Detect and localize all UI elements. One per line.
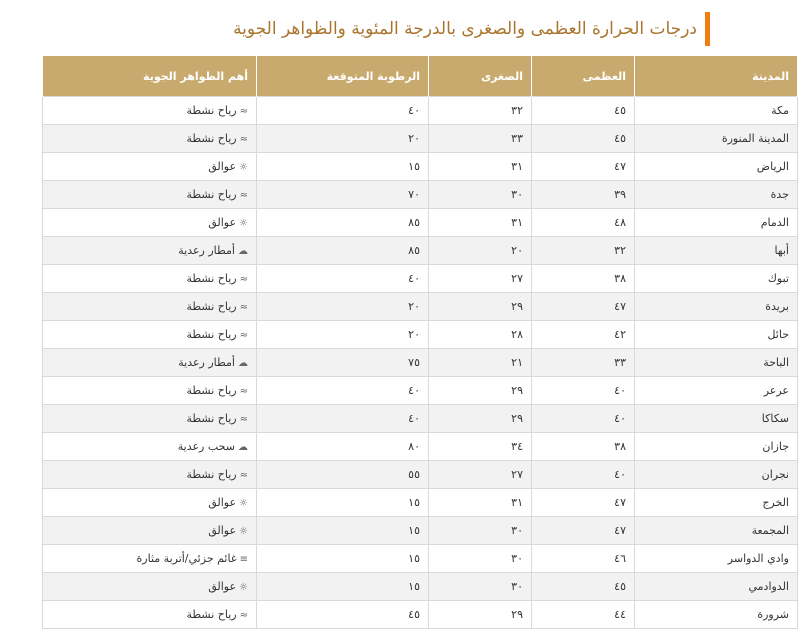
header-phenomena: أهم الظواهر الجوية [43, 56, 257, 97]
wind-icon: ≈ [239, 106, 248, 117]
cell-humidity: ٢٠ [257, 125, 429, 153]
phenomenon-label: غائم جزئي/أتربة مثارة [136, 552, 237, 565]
table-row [43, 405, 798, 433]
section-header [233, 12, 710, 46]
phenomenon-label: رياح نشطة [186, 384, 237, 397]
wind-icon: ≈ [239, 274, 248, 285]
cell-humidity: ٧٠ [257, 181, 429, 209]
cell-min: ٢٩ [429, 601, 532, 629]
cell-city: وادي الدواسر [635, 545, 798, 573]
cell-humidity: ٤٥ [257, 601, 429, 629]
cell-max: ٤٨ [532, 209, 635, 237]
cell-city: مكة [635, 97, 798, 125]
cell-city: الباحة [635, 349, 798, 377]
cell-min: ٢٧ [429, 461, 532, 489]
haze-icon: ☼ [239, 582, 248, 593]
phenomenon-label: رياح نشطة [186, 328, 237, 341]
page-title: درجات الحرارة العظمى والصغرى بالدرجة المئوية والظواهر الجوية [233, 19, 697, 39]
phenomenon-label: عوالق [208, 580, 237, 593]
cell-humidity: ٥٥ [257, 461, 429, 489]
table-row [43, 433, 798, 461]
cell-phenomenon [43, 349, 257, 377]
cell-humidity: ٨٠ [257, 433, 429, 461]
phenomenon-label: رياح نشطة [186, 300, 237, 313]
cell-city: أبها [635, 237, 798, 265]
cell-phenomenon [43, 377, 257, 405]
cell-phenomenon [43, 321, 257, 349]
cell-min: ٣٠ [429, 181, 532, 209]
phenomenon-label: رياح نشطة [186, 188, 237, 201]
cell-max: ٤٠ [532, 405, 635, 433]
phenomenon-label: عوالق [208, 216, 237, 229]
thunderstorm-icon: ☁ [238, 442, 248, 453]
cell-max: ٤٧ [532, 293, 635, 321]
cell-min: ٣٣ [429, 125, 532, 153]
cell-phenomenon [43, 545, 257, 573]
dust-icon: ≡ [239, 554, 248, 565]
cell-max: ٣٨ [532, 433, 635, 461]
cell-city: الرياض [635, 153, 798, 181]
table-row [43, 321, 798, 349]
cell-max: ٤٢ [532, 321, 635, 349]
cell-humidity: ٤٠ [257, 265, 429, 293]
table-row [43, 377, 798, 405]
accent-bar [705, 12, 710, 46]
cell-min: ٢٨ [429, 321, 532, 349]
cell-humidity: ١٥ [257, 517, 429, 545]
cell-humidity: ١٥ [257, 153, 429, 181]
cell-phenomenon [43, 181, 257, 209]
phenomenon-label: أمطار رعدية [178, 356, 235, 369]
cell-phenomenon [43, 433, 257, 461]
cell-humidity: ٢٠ [257, 321, 429, 349]
wind-icon: ≈ [239, 190, 248, 201]
haze-icon: ☼ [239, 162, 248, 173]
thunderstorm-icon: ☁ [238, 358, 248, 369]
cell-min: ٣٠ [429, 573, 532, 601]
table-row [43, 489, 798, 517]
cell-city: الدمام [635, 209, 798, 237]
wind-icon: ≈ [239, 414, 248, 425]
cell-phenomenon [43, 461, 257, 489]
cell-max: ٣٩ [532, 181, 635, 209]
table-row [43, 349, 798, 377]
header-city: المدينة [635, 56, 798, 97]
cell-phenomenon [43, 293, 257, 321]
cell-phenomenon [43, 405, 257, 433]
table-header-row [43, 56, 798, 97]
cell-city: الدوادمي [635, 573, 798, 601]
cell-phenomenon [43, 265, 257, 293]
phenomenon-label: رياح نشطة [186, 272, 237, 285]
phenomenon-label: رياح نشطة [186, 608, 237, 621]
header-max: العظمى [532, 56, 635, 97]
table-row [43, 545, 798, 573]
table-row [43, 265, 798, 293]
cell-max: ٣٨ [532, 265, 635, 293]
cell-min: ٣٢ [429, 97, 532, 125]
cell-phenomenon [43, 489, 257, 517]
cell-max: ٤٠ [532, 377, 635, 405]
wind-icon: ≈ [239, 134, 248, 145]
cell-min: ٣٠ [429, 545, 532, 573]
cell-phenomenon [43, 601, 257, 629]
table-row [43, 517, 798, 545]
cell-humidity: ١٥ [257, 489, 429, 517]
cell-city: المدينة المنورة [635, 125, 798, 153]
haze-icon: ☼ [239, 498, 248, 509]
table-row [43, 181, 798, 209]
cell-city: نجران [635, 461, 798, 489]
cell-max: ٤٦ [532, 545, 635, 573]
table-row [43, 573, 798, 601]
cell-humidity: ١٥ [257, 573, 429, 601]
phenomenon-label: عوالق [208, 524, 237, 537]
cell-max: ٤٧ [532, 517, 635, 545]
phenomenon-label: عوالق [208, 160, 237, 173]
cell-city: جدة [635, 181, 798, 209]
phenomenon-label: رياح نشطة [186, 132, 237, 145]
phenomenon-label: سحب رعدية [177, 440, 235, 453]
cell-humidity: ٤٠ [257, 377, 429, 405]
cell-max: ٤٤ [532, 601, 635, 629]
thunderstorm-icon: ☁ [238, 246, 248, 257]
header-min: الصغرى [429, 56, 532, 97]
cell-humidity: ٤٠ [257, 97, 429, 125]
cell-min: ٣١ [429, 153, 532, 181]
cell-city: حائل [635, 321, 798, 349]
cell-phenomenon [43, 153, 257, 181]
cell-max: ٤٥ [532, 125, 635, 153]
cell-city: عرعر [635, 377, 798, 405]
cell-humidity: ٨٥ [257, 237, 429, 265]
cell-min: ٣٤ [429, 433, 532, 461]
cell-city: المجمعة [635, 517, 798, 545]
cell-humidity: ٧٥ [257, 349, 429, 377]
haze-icon: ☼ [239, 526, 248, 537]
cell-max: ٣٣ [532, 349, 635, 377]
cell-city: تبوك [635, 265, 798, 293]
cell-humidity: ٢٠ [257, 293, 429, 321]
cell-min: ٢٩ [429, 293, 532, 321]
cell-phenomenon [43, 237, 257, 265]
cell-min: ٢٩ [429, 405, 532, 433]
table-row [43, 293, 798, 321]
wind-icon: ≈ [239, 330, 248, 341]
cell-phenomenon [43, 125, 257, 153]
cell-humidity: ٨٥ [257, 209, 429, 237]
cell-humidity: ١٥ [257, 545, 429, 573]
phenomenon-label: رياح نشطة [186, 468, 237, 481]
cell-max: ٤٥ [532, 97, 635, 125]
wind-icon: ≈ [239, 610, 248, 621]
cell-city: سكاكا [635, 405, 798, 433]
table-row [43, 153, 798, 181]
cell-max: ٣٢ [532, 237, 635, 265]
table-row [43, 461, 798, 489]
cell-min: ٢٠ [429, 237, 532, 265]
table-row [43, 209, 798, 237]
table-row [43, 237, 798, 265]
header-humidity: الرطوبة المتوقعة [257, 56, 429, 97]
cell-humidity: ٤٠ [257, 405, 429, 433]
cell-max: ٤٥ [532, 573, 635, 601]
phenomenon-label: رياح نشطة [186, 104, 237, 117]
phenomenon-label: عوالق [208, 496, 237, 509]
cell-max: ٤٠ [532, 461, 635, 489]
cell-max: ٤٧ [532, 489, 635, 517]
table-body [43, 97, 798, 629]
cell-min: ٣١ [429, 489, 532, 517]
cell-phenomenon [43, 573, 257, 601]
cell-phenomenon [43, 517, 257, 545]
weather-table [42, 56, 798, 629]
table-row [43, 601, 798, 629]
cell-max: ٤٧ [532, 153, 635, 181]
cell-city: جازان [635, 433, 798, 461]
phenomenon-label: رياح نشطة [186, 412, 237, 425]
cell-min: ٢٧ [429, 265, 532, 293]
cell-city: الخرج [635, 489, 798, 517]
cell-min: ٣٠ [429, 517, 532, 545]
wind-icon: ≈ [239, 302, 248, 313]
wind-icon: ≈ [239, 470, 248, 481]
table-row [43, 97, 798, 125]
cell-phenomenon [43, 209, 257, 237]
wind-icon: ≈ [239, 386, 248, 397]
phenomenon-label: أمطار رعدية [178, 244, 235, 257]
cell-city: بريدة [635, 293, 798, 321]
cell-min: ٢٩ [429, 377, 532, 405]
table-row [43, 125, 798, 153]
cell-phenomenon [43, 97, 257, 125]
haze-icon: ☼ [239, 218, 248, 229]
cell-min: ٢١ [429, 349, 532, 377]
cell-city: شرورة [635, 601, 798, 629]
cell-min: ٣١ [429, 209, 532, 237]
